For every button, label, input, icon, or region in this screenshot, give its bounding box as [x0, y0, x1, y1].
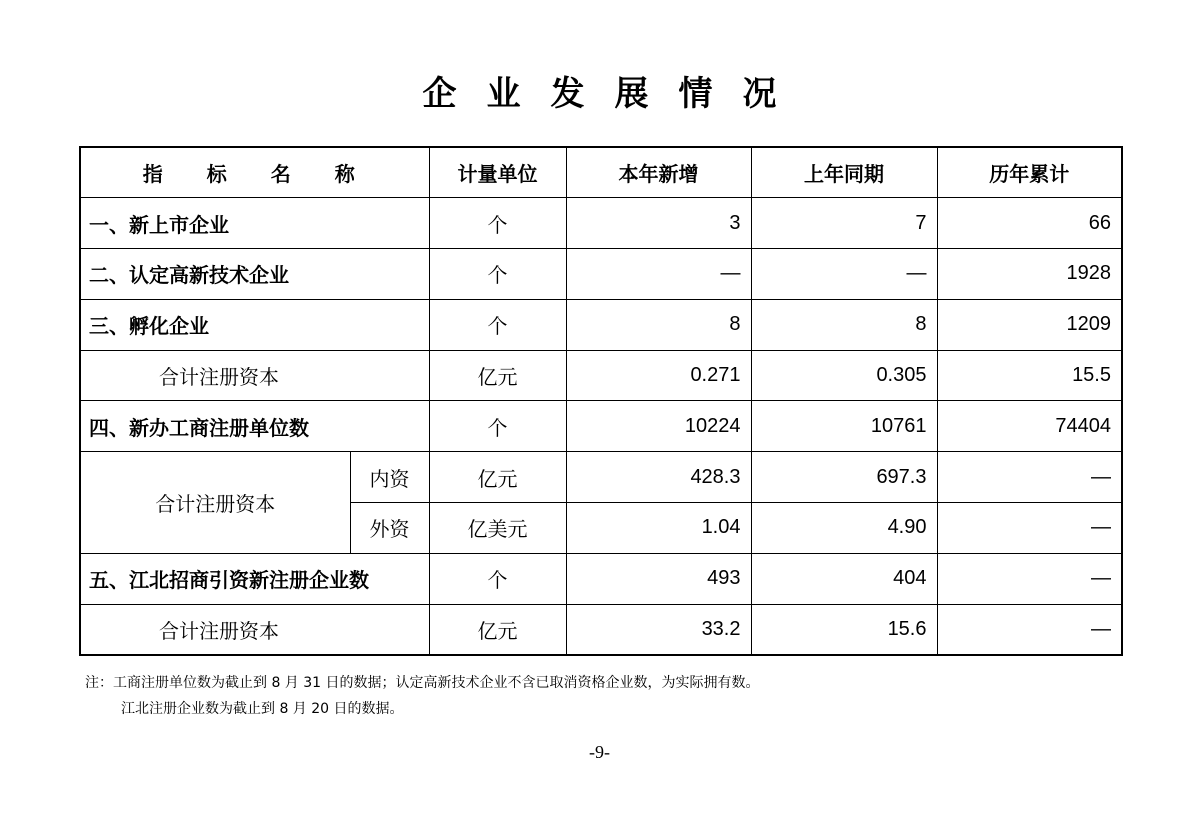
header-unit: 计量单位 — [429, 147, 566, 198]
row-unit: 个 — [429, 198, 566, 249]
row-cumulative: 15.5 — [937, 350, 1122, 401]
row-last-year: 4.90 — [751, 503, 937, 554]
table-header-row — [80, 147, 1122, 198]
row-last-year: — — [751, 249, 937, 300]
row-cumulative: 1928 — [937, 249, 1122, 300]
row-cumulative: 1209 — [937, 299, 1122, 350]
row-name: 二、认定高新技术企业 — [80, 249, 429, 300]
row-cumulative: 66 — [937, 198, 1122, 249]
header-name: 指标名称 — [80, 147, 429, 198]
row-this-year: 428.3 — [566, 452, 751, 503]
row-this-year: 0.271 — [566, 350, 751, 401]
footnote-line-2: 江北注册企业数为截止到 8 月 20 日的数据。 — [121, 701, 404, 717]
row-this-year: 1.04 — [566, 503, 751, 554]
row-cumulative: — — [937, 452, 1122, 503]
row-last-year: 10761 — [751, 401, 937, 452]
row-unit: 个 — [429, 553, 566, 604]
row-name: 一、新上市企业 — [80, 198, 429, 249]
row-last-year: 15.6 — [751, 604, 937, 655]
row-name: 合计注册资本 — [80, 350, 429, 401]
page-number: -9- — [589, 742, 610, 762]
row-last-year: 8 — [751, 299, 937, 350]
row-unit: 个 — [429, 249, 566, 300]
row-name: 三、孵化企业 — [80, 299, 429, 350]
table-row — [80, 401, 1122, 452]
row-name: 五、江北招商引资新注册企业数 — [80, 553, 429, 604]
row-last-year: 0.305 — [751, 350, 937, 401]
row-unit: 亿美元 — [429, 503, 566, 554]
enterprise-stats-table — [79, 146, 1123, 656]
row-cumulative: 74404 — [937, 401, 1122, 452]
row-last-year: 697.3 — [751, 452, 937, 503]
table-row — [80, 198, 1122, 249]
row-name: 合计注册资本 — [80, 604, 429, 655]
table-row — [80, 553, 1122, 604]
table-row — [80, 350, 1122, 401]
header-this-year: 本年新增 — [566, 147, 751, 198]
row-unit: 亿元 — [429, 350, 566, 401]
page-title: 企业发展情况 — [422, 74, 807, 114]
row-unit: 亿元 — [429, 452, 566, 503]
row-this-year: 8 — [566, 299, 751, 350]
table-row — [80, 604, 1122, 655]
row-name: 四、新办工商注册单位数 — [80, 401, 429, 452]
row-this-year: 3 — [566, 198, 751, 249]
row-subcategory: 外资 — [350, 503, 429, 554]
row-cumulative: — — [937, 503, 1122, 554]
table-row — [80, 452, 1122, 503]
header-last-year: 上年同期 — [751, 147, 937, 198]
row-cumulative: — — [937, 553, 1122, 604]
row-this-year: 10224 — [566, 401, 751, 452]
row-last-year: 7 — [751, 198, 937, 249]
header-cumulative: 历年累计 — [937, 147, 1122, 198]
row-unit: 亿元 — [429, 604, 566, 655]
footnote-line-1: 注：工商注册单位数为截止到 8 月 31 日的数据；认定高新技术企业不含已取消资格企业数，为实际拥有数。 — [85, 675, 760, 691]
row-subcategory: 内资 — [350, 452, 429, 503]
row-unit: 个 — [429, 401, 566, 452]
table-row — [80, 299, 1122, 350]
row-last-year: 404 — [751, 553, 937, 604]
row-unit: 个 — [429, 299, 566, 350]
row-cumulative: — — [937, 604, 1122, 655]
row-this-year: 493 — [566, 553, 751, 604]
table-row — [80, 249, 1122, 300]
row-this-year: — — [566, 249, 751, 300]
row-this-year: 33.2 — [566, 604, 751, 655]
row-name: 合计注册资本 — [80, 452, 350, 554]
